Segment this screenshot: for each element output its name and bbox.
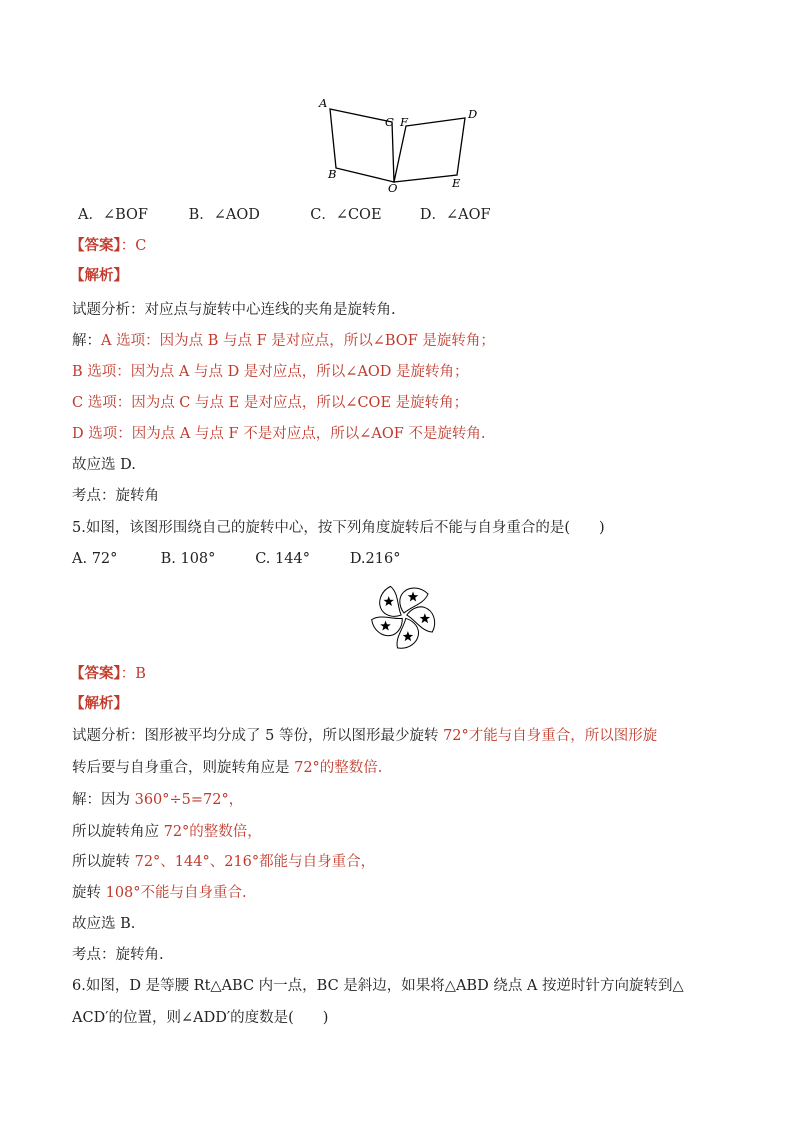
q4-solution-c: C 选项：因为点 C 与点 E 是对应点，所以∠COE 是旋转角； <box>72 395 469 411</box>
q4-solution-d: D 选项：因为点 A 与点 F 不是对应点，所以∠AOF 不是旋转角. <box>72 426 486 442</box>
label-C: C <box>385 115 394 129</box>
q5-solution-line1: 解：因为 360°÷5=72°， <box>72 792 244 808</box>
label-A: A <box>319 96 328 110</box>
q5-analysis-line2: 转后要与自身重合，则旋转角应是 72°的整数倍. <box>72 760 383 776</box>
q5-conclusion: 故应选 B. <box>72 916 136 932</box>
petals <box>368 585 438 652</box>
q5-options <box>72 549 400 569</box>
rotation-squares-figure <box>310 96 490 198</box>
q4-kaodian: 考点：旋转角 <box>72 488 159 504</box>
q4-solution-b: B 选项：因为点 A 与点 D 是对应点，所以∠AOD 是旋转角； <box>72 364 469 380</box>
q5-solution-line4: 旋转 108°不能与自身重合. <box>72 885 247 901</box>
five-fold-flower-figure <box>364 580 444 652</box>
answer-label: 【答案】 <box>70 237 121 254</box>
label-E: E <box>452 176 461 190</box>
q5-stem: 5.如图，该图形围绕自己的旋转中心，按下列角度旋转后不能与自身重合的是( ) <box>72 520 605 536</box>
label-O: O <box>388 181 398 195</box>
q4-options <box>78 205 491 225</box>
answer-value: ：C <box>120 238 147 254</box>
q5-option-c: C. 144° <box>255 551 310 567</box>
q4-analysis-label: 【解析】 <box>70 267 128 284</box>
q6-stem-line1: 6.如图，D 是等腰 Rt△ABC 内一点，BC 是斜边，如果将△ABD 绕点 A 按逆时针方向旋转到△ <box>72 978 684 994</box>
label-F: F <box>400 115 408 129</box>
q6-stem-line2: ACD′的位置，则∠ADD′的度数是( ) <box>72 1010 329 1026</box>
q5-solution-line2: 所以旋转角应 72°的整数倍， <box>72 824 262 840</box>
q5-solution-line3: 所以旋转 72°、144°、216°都能与自身重合， <box>72 854 376 870</box>
q4-analysis-intro: 试题分析：对应点与旋转中心连线的夹角是旋转角. <box>72 302 396 318</box>
q5-analysis-line1: 试题分析：图形被平均分成了 5 等份，所以图形最少旋转 72°才能与自身重合，所以图形旋 <box>72 728 658 744</box>
q4-option-a: A．∠BOF <box>78 207 148 223</box>
q4-solution-a: 解：A 选项：因为点 B 与点 F 是对应点，所以∠BOF 是旋转角； <box>72 333 495 349</box>
q4-option-b: B．∠AOD <box>188 207 260 223</box>
q5-kaodian: 考点：旋转角. <box>72 947 164 963</box>
q5-option-a: A. 72° <box>72 551 118 567</box>
label-B: B <box>328 167 337 181</box>
q4-conclusion: 故应选 D. <box>72 457 136 473</box>
q4-answer <box>70 236 146 256</box>
q5-analysis-label: 【解析】 <box>70 695 128 712</box>
label-D: D <box>468 107 478 121</box>
q5-option-b: B. 108° <box>160 551 216 567</box>
q5-answer: 【答案】：B <box>70 665 146 682</box>
q4-option-d: D．∠AOF <box>419 207 491 223</box>
q5-option-d: D.216° <box>349 551 401 567</box>
q4-option-c: C．∠COE <box>310 207 382 223</box>
